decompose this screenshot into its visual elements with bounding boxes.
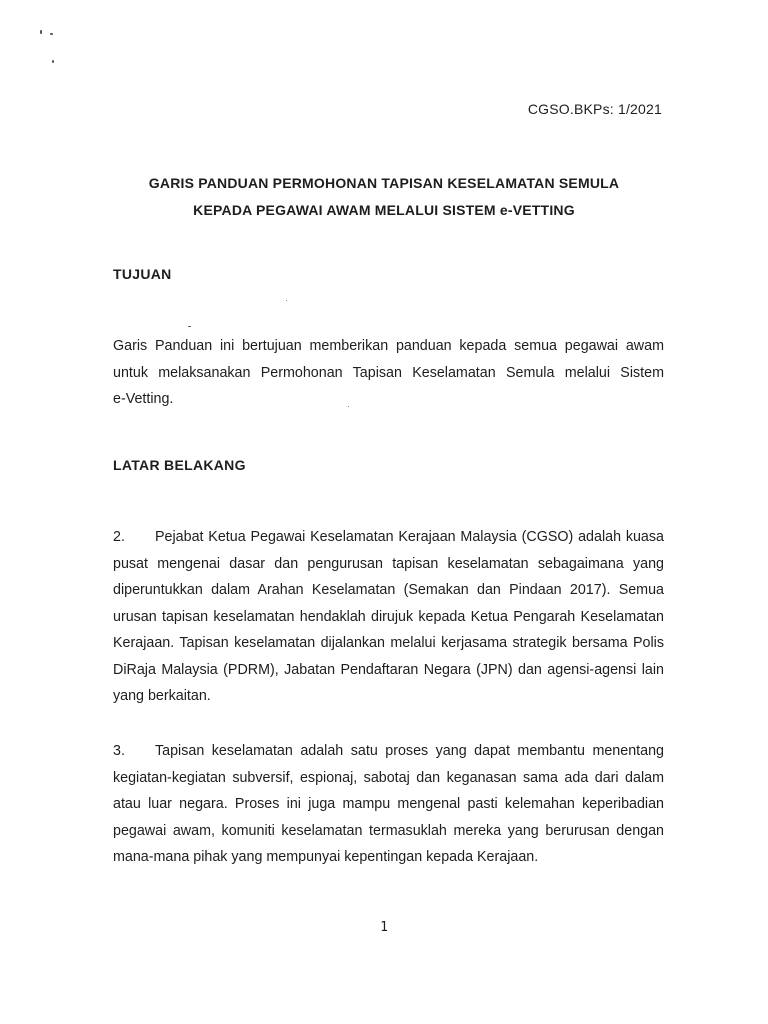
document-reference: CGSO.BKPs: 1/2021 bbox=[527, 101, 662, 117]
scan-speck bbox=[50, 33, 53, 35]
paragraph-line: kegiatan-kegiatan subversif, espionaj, sabotaj dan keganasan sama ada dari dalam bbox=[113, 769, 664, 786]
paragraph-2 bbox=[113, 524, 664, 710]
paragraph-3 bbox=[113, 738, 664, 871]
paragraph-text: Tapisan keselamatan adalah satu proses yang dapat membantu menentang bbox=[155, 743, 664, 759]
title-line: GARIS PANDUAN PERMOHONAN TAPISAN KESELAMATAN SEMULA bbox=[148, 175, 620, 191]
page-number: 1 bbox=[380, 920, 388, 935]
paragraph-text: Pejabat Ketua Pegawai Keselamatan Kerajaan Malaysia (CGSO) adalah kuasa bbox=[155, 529, 664, 545]
paragraph-number: 3. bbox=[113, 743, 125, 759]
scan-speck bbox=[188, 326, 191, 327]
title-line: KEPADA PEGAWAI AWAM MELALUI SISTEM e-VETTING bbox=[193, 202, 575, 218]
paragraph-line: Kerajaan. Tapisan keselamatan dijalankan melalui kerjasama strategik bersama Polis bbox=[113, 635, 664, 651]
document-title bbox=[0, 170, 768, 224]
paragraph-line: pegawai awam, komuniti keselamatan termasuklah mereka yang berurusan dengan bbox=[113, 822, 664, 839]
paragraph-line: DiRaja Malaysia (PDRM), Jabatan Pendaftaran Negara (JPN) dan agensi-agensi lain bbox=[113, 661, 664, 678]
paragraph-line: mana-mana pihak yang mempunyai kepentingan kepada Kerajaan. bbox=[113, 849, 539, 865]
paragraph-line: urusan tapisan keselamatan hendaklah dirujuk kepada Ketua Pengarah Keselamatan bbox=[113, 608, 664, 625]
paragraph-line: yang berkaitan. bbox=[113, 688, 211, 704]
paragraph-line: atau luar negara. Proses ini juga mampu mengenal pasti kelemahan keperibadian bbox=[113, 796, 664, 812]
paragraph-number: 2. bbox=[113, 529, 125, 545]
paragraph-line: pusat mengenai dasar dan pengurusan tapisan keselamatan sebagaimana yang bbox=[113, 555, 664, 572]
paragraph-line: diperuntukkan dalam Arahan Keselamatan (Semakan dan Pindaan 2017). Semua bbox=[113, 582, 664, 598]
scan-speck bbox=[286, 300, 287, 301]
scan-speck bbox=[52, 60, 54, 63]
paragraph-line-with-number bbox=[113, 524, 664, 551]
paragraph-line-with-number bbox=[113, 738, 664, 765]
paragraph-tujuan bbox=[113, 333, 664, 413]
scan-speck bbox=[40, 30, 42, 34]
paragraph-line: e-Vetting. bbox=[113, 391, 174, 407]
section-heading-latar-belakang: LATAR BELAKANG bbox=[113, 457, 246, 473]
section-heading-tujuan: TUJUAN bbox=[113, 266, 172, 282]
paragraph-line: Garis Panduan ini bertujuan memberikan panduan kepada semua pegawai awam bbox=[113, 338, 664, 354]
paragraph-line: untuk melaksanakan Permohonan Tapisan Keselamatan Semula melalui Sistem bbox=[113, 364, 664, 381]
